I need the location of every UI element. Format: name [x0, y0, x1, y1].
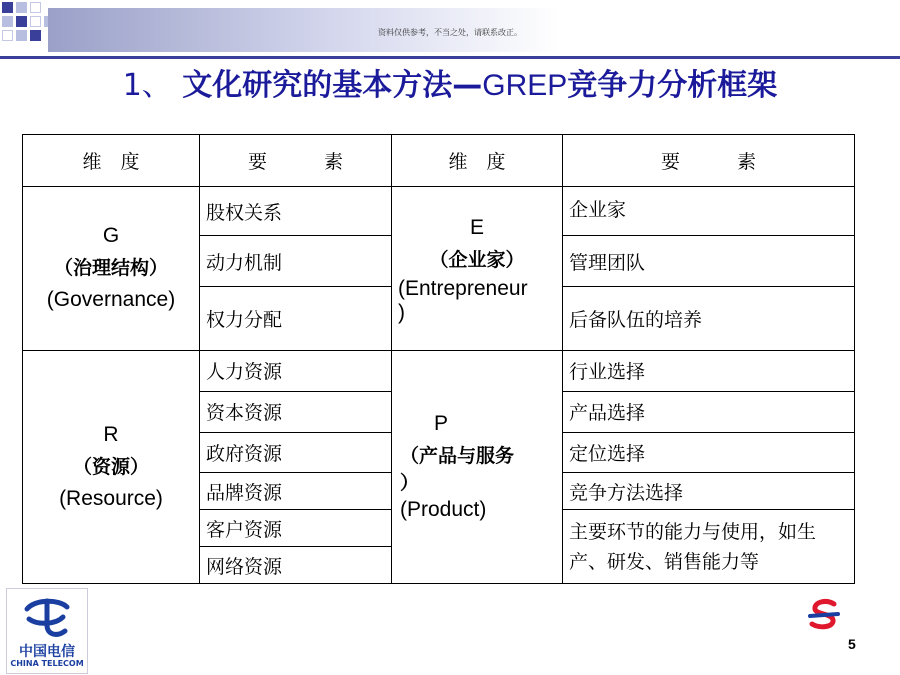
dimension-g-en: (Governance) [46, 288, 176, 312]
logo-en-text: CHINA TELECOM [10, 659, 84, 668]
element-cell: 政府资源 [200, 432, 392, 473]
dimension-e-en: (Entrepreneur [398, 277, 528, 301]
element-cell: 动力机制 [200, 236, 392, 287]
element-cell: 主要环节的能力与使用，如生产、研发、销售能力等 [563, 510, 855, 584]
dimension-r-en: (Resource) [59, 486, 163, 510]
dimension-e-cn: （企业家） [429, 249, 525, 272]
dimension-p-letter: P [434, 411, 449, 435]
header-dimension-1: 维 度 [23, 135, 200, 187]
element-cell: 竞争方法选择 [563, 473, 855, 510]
dimension-e-letter: E [469, 216, 484, 240]
dimension-r-letter: R [103, 422, 119, 446]
china-telecom-logo [6, 588, 88, 674]
dimension-p-en: (Product) [400, 497, 487, 521]
element-cell: 客户资源 [200, 510, 392, 547]
dimension-p-cn-tail: ） [400, 471, 420, 494]
slide-title [0, 60, 900, 104]
dimension-p [392, 350, 563, 583]
header-elements-1: 要 素 [200, 135, 392, 187]
table-row [23, 187, 855, 236]
element-cell: 股权关系 [200, 187, 392, 236]
element-cell: 品牌资源 [200, 473, 392, 510]
element-cell: 网络资源 [200, 547, 392, 584]
element-cell: 人力资源 [200, 350, 392, 391]
china-telecom-logo-icon [21, 595, 73, 641]
logo-cn-text: 中国电信 [19, 644, 75, 660]
title-cn-part: 文化研究的基本方法— [171, 68, 483, 103]
element-cell: 定位选择 [563, 432, 855, 473]
page-number: 5 [848, 636, 856, 652]
element-cell: 行业选择 [563, 350, 855, 391]
table-row [23, 350, 855, 391]
element-cell: 产品选择 [563, 391, 855, 432]
table-header-row [23, 135, 855, 187]
element-cell: 资本资源 [200, 391, 392, 432]
dimension-g-letter: G [102, 224, 120, 248]
grep-table [22, 134, 855, 584]
element-cell: 管理团队 [563, 236, 855, 287]
element-cell: 后备队伍的培养 [563, 287, 855, 350]
disclaimer-notice: 资料仅供参考，不当之处，请联系改正。 [378, 28, 522, 37]
dimension-r-cn: （资源） [72, 455, 149, 478]
element-cell: 权力分配 [200, 287, 392, 350]
element-cell: 企业家 [563, 187, 855, 236]
dimension-g-cn: （治理结构） [53, 257, 168, 280]
header-dimension-2: 维 度 [392, 135, 563, 187]
title-latin: GREP [482, 69, 568, 102]
dimension-e [392, 187, 563, 351]
title-cn-tail: 竞争力分析框架 [567, 68, 778, 103]
title-number: 1、 [122, 68, 172, 103]
dimension-p-cn: （产品与服务 [400, 444, 515, 467]
dimension-e-en-tail: ) [398, 301, 405, 325]
s-logo-icon [806, 598, 842, 632]
header-rule [0, 56, 900, 59]
dimension-g [23, 187, 200, 351]
header-elements-2: 要 素 [563, 135, 855, 187]
dimension-r [23, 350, 200, 583]
